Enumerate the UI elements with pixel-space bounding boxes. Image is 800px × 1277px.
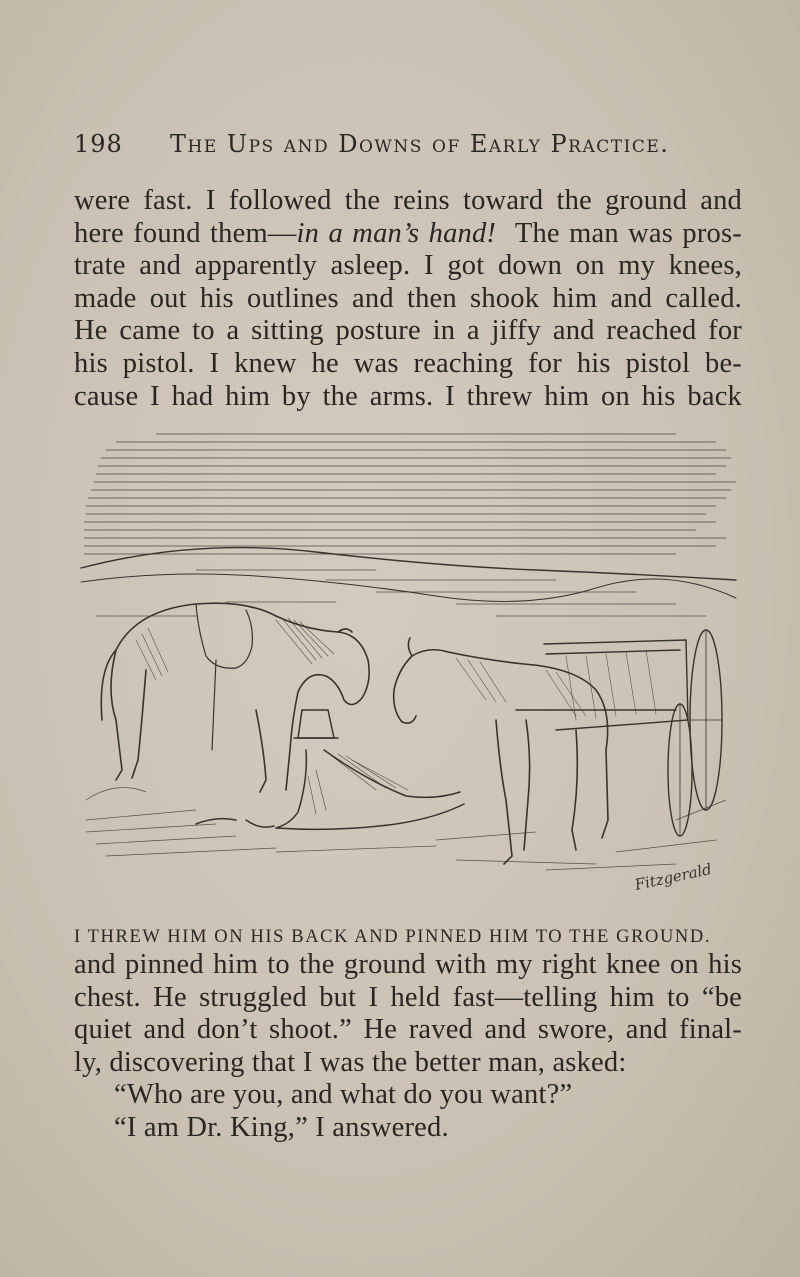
text-line: He came to a sitting posture in a jiffy and reached for — [74, 315, 742, 347]
body-text-bottom — [74, 949, 742, 1145]
text-segment: here found them— — [74, 217, 297, 249]
illustration-caption: I THREW HIM ON HIS BACK AND PINNED HIM TO THE GROUND. — [74, 927, 712, 947]
body-text-top — [74, 185, 742, 413]
struggling-men — [196, 710, 464, 829]
text-line: made out his outlines and then shook him and called. — [74, 282, 742, 314]
hill-line — [81, 548, 736, 580]
right-horse — [394, 638, 608, 864]
running-title: The Ups and Downs of Early Practice. — [170, 130, 670, 158]
artist-signature: Fitzgerald — [633, 860, 714, 894]
engraving-illustration — [76, 420, 742, 920]
left-horse — [101, 603, 369, 792]
text-line: cause I had him by the arms. I threw him on his back — [74, 380, 742, 412]
ground-hatching — [86, 788, 726, 871]
text-line: and pinned him to the ground with my right knee on his — [74, 949, 742, 980]
sky-hatching — [84, 434, 736, 554]
text-line: chest. He struggled but I held fast—telling him to “be — [74, 981, 742, 1013]
text-segment: The man was pros- — [514, 217, 742, 249]
text-line: his pistol. I knew he was reaching for his pistol be- — [74, 347, 742, 379]
page-number: 198 — [74, 130, 123, 158]
hill-line — [81, 574, 736, 601]
text-line: quiet and don’t shoot.” He raved and swore, and final- — [74, 1014, 742, 1046]
text-line: ly, discovering that I was the better man, asked: — [74, 1046, 627, 1078]
text-line: “Who are you, and what do you want?” — [114, 1079, 573, 1111]
text-line: “I am Dr. King,” I answered. — [114, 1111, 449, 1143]
text-line — [74, 218, 742, 251]
italic-phrase: in a man’s hand! — [296, 217, 497, 249]
page-header — [74, 130, 734, 170]
text-line: trate and apparently asleep. I got down on my knees, — [74, 250, 742, 282]
buggy — [516, 630, 722, 836]
text-line: were fast. I followed the reins toward the ground and — [74, 185, 742, 216]
